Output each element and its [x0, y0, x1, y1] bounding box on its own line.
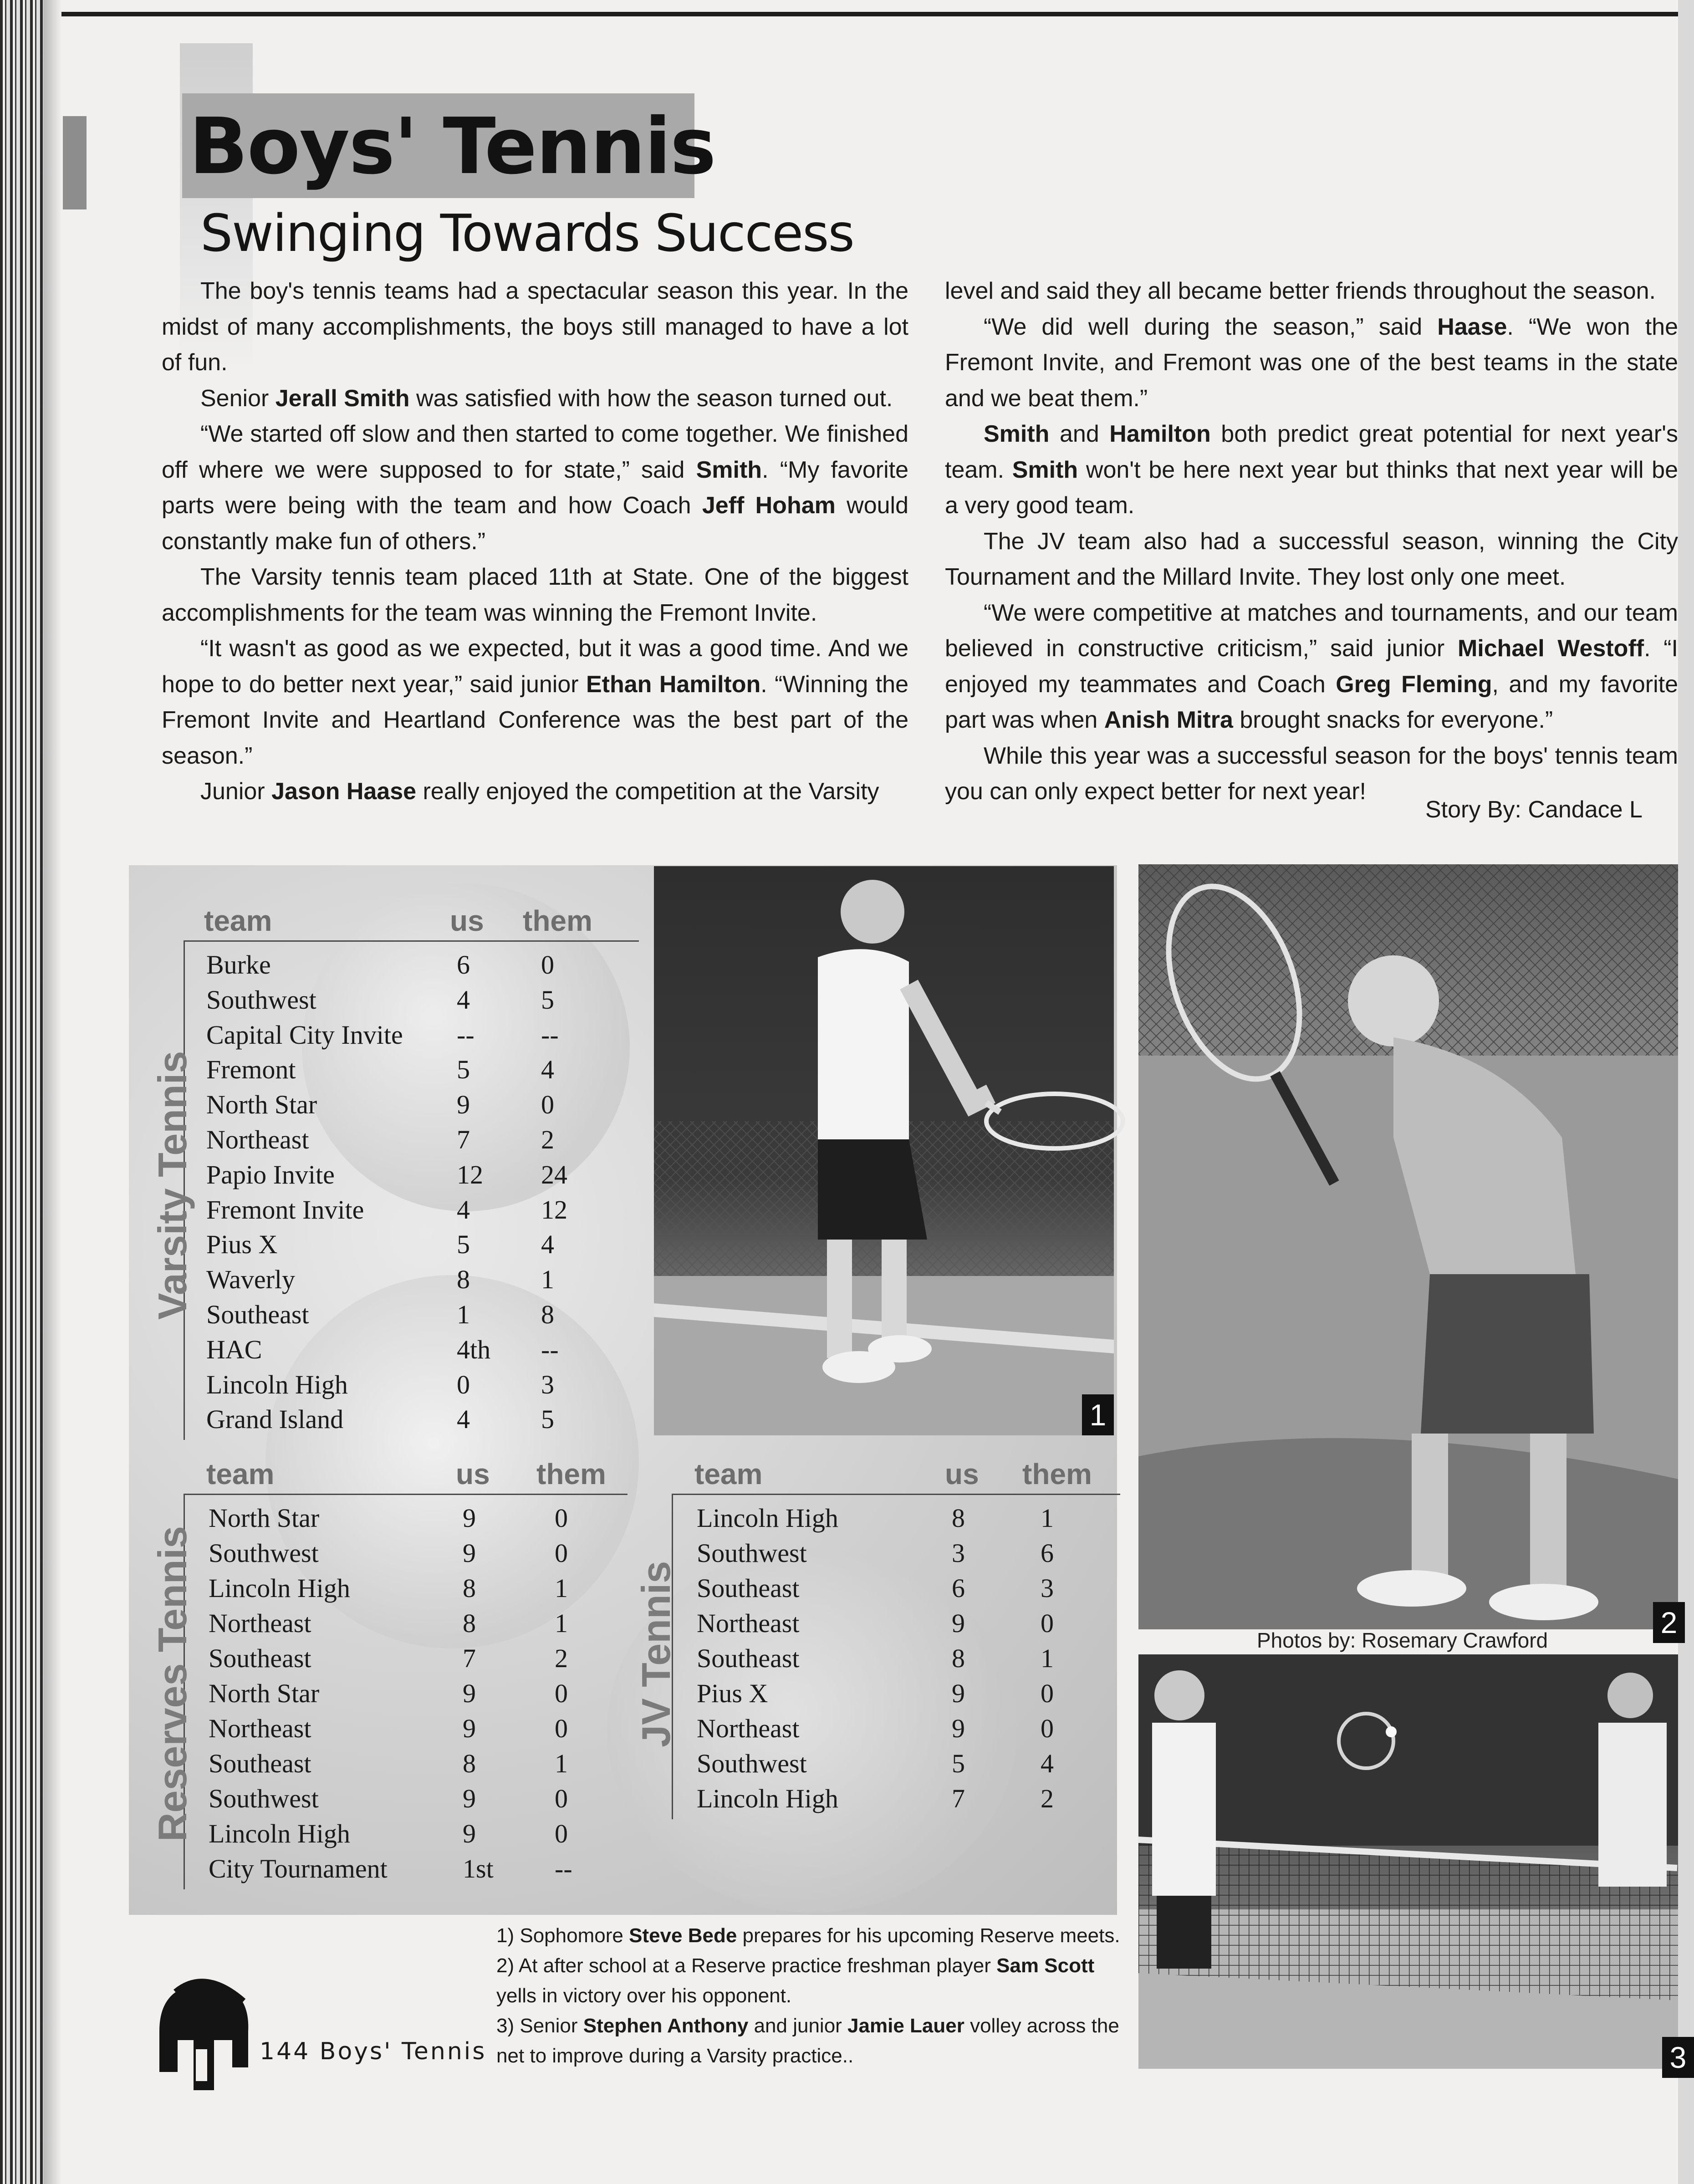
- them-score-cell: 0: [1041, 1679, 1054, 1708]
- team-cell: Pius X: [206, 1230, 278, 1260]
- text-run: Junior: [200, 778, 272, 805]
- players-volley-illustration: [1138, 1654, 1678, 2069]
- table-row: [129, 1500, 630, 1536]
- story-paragraph: [162, 416, 908, 559]
- them-score-cell: 0: [555, 1714, 568, 1743]
- text-run: The boy's tennis teams had a spectacular season this year. In the midst of many accomplishments, the boys still managed to have a lot of fun.: [162, 278, 908, 376]
- story-paragraph: [945, 273, 1678, 309]
- name-highlight: Haase: [1437, 313, 1507, 340]
- name-highlight: Ethan Hamilton: [586, 671, 761, 698]
- team-cell: Southwest: [209, 1784, 319, 1813]
- column-header-team: team: [204, 904, 272, 937]
- text-run: brought snacks for everyone.”: [1233, 707, 1553, 733]
- name-highlight: Jerall Smith: [275, 385, 410, 412]
- them-score-cell: 4: [1041, 1749, 1054, 1778]
- them-score-cell: 0: [541, 1090, 554, 1120]
- table-row: [129, 1711, 630, 1746]
- us-score-cell: 9: [463, 1679, 476, 1708]
- table-row: [129, 1332, 643, 1367]
- table-row: [129, 1087, 643, 1122]
- us-score-cell: 9: [463, 1503, 476, 1533]
- us-score-cell: 9: [952, 1714, 965, 1743]
- us-score-cell: 5: [457, 1055, 470, 1085]
- photo-credit: Photos by: Rosemary Crawford: [1257, 1628, 1548, 1652]
- table-row: [129, 982, 643, 1017]
- story-paragraph: [945, 416, 1678, 524]
- team-cell: HAC: [206, 1334, 262, 1364]
- photo-sam-scott: [1138, 864, 1678, 1639]
- them-score-cell: 0: [555, 1784, 568, 1813]
- table-row: [615, 1571, 1116, 1606]
- them-score-cell: 3: [1041, 1573, 1054, 1603]
- us-score-cell: 8: [457, 1265, 470, 1295]
- them-score-cell: --: [541, 1334, 559, 1364]
- column-header-them: them: [523, 904, 592, 937]
- photo-number-badge: 1: [1082, 1394, 1114, 1435]
- photo-caption: [496, 2011, 1120, 2071]
- team-cell: Northeast: [206, 1125, 309, 1154]
- text-run: was satisfied with how the season turned out.: [409, 385, 893, 412]
- story-paragraph: [945, 595, 1678, 738]
- them-score-cell: 5: [541, 1404, 554, 1434]
- text-run: “We started off slow and then started to come together. We finished off where we were supposed to for state,” said: [162, 421, 908, 483]
- page-folio: 144 Boys' Tennis: [260, 2038, 487, 2065]
- table-row: [129, 1157, 643, 1192]
- them-score-cell: 1: [555, 1749, 568, 1778]
- them-score-cell: 6: [1041, 1538, 1054, 1568]
- name-highlight: Stephen Anthony: [583, 2015, 749, 2037]
- photo-captions: [496, 1921, 1120, 2071]
- team-cell: Capital City Invite: [206, 1020, 403, 1050]
- table-row: [129, 1676, 630, 1711]
- them-score-cell: 0: [555, 1538, 568, 1568]
- us-score-cell: 8: [463, 1608, 476, 1638]
- them-score-cell: 1: [555, 1608, 568, 1638]
- them-score-cell: 2: [541, 1125, 554, 1154]
- text-run: won't be here next year but thinks that next year will be a very good team.: [945, 456, 1678, 519]
- story-paragraph: [162, 381, 908, 417]
- text-run: . “I enjoyed my teammates and Coach: [945, 635, 1678, 698]
- table-row: [129, 1227, 643, 1262]
- name-highlight: Greg Fleming: [1336, 671, 1492, 698]
- name-highlight: Sam Scott: [996, 1954, 1095, 1977]
- us-score-cell: 4: [457, 1194, 470, 1225]
- name-highlight: Smith: [696, 456, 762, 483]
- table-row: [129, 1297, 643, 1332]
- team-cell: Fremont: [206, 1055, 296, 1085]
- column-header-them: them: [1022, 1458, 1092, 1490]
- table-row: [615, 1500, 1116, 1536]
- text-run: volley across the net to improve during a Varsity practice..: [496, 2015, 1119, 2067]
- team-cell: Lincoln High: [209, 1573, 350, 1603]
- column-header-them: them: [536, 1458, 606, 1490]
- us-score-cell: 9: [463, 1714, 476, 1743]
- them-score-cell: 4: [541, 1230, 554, 1260]
- name-highlight: Jamie Lauer: [847, 2015, 964, 2037]
- spartan-helmet-icon: [150, 1976, 255, 2095]
- varsity-results-table: [129, 904, 643, 1450]
- team-cell: Southwest: [206, 985, 316, 1015]
- us-score-cell: 6: [952, 1573, 965, 1603]
- photo-steve-bede: [654, 866, 1114, 1435]
- story-paragraph: [162, 559, 908, 631]
- us-score-cell: 9: [463, 1538, 476, 1568]
- story-paragraph: [162, 631, 908, 774]
- them-score-cell: 0: [555, 1503, 568, 1533]
- them-score-cell: 12: [541, 1194, 567, 1225]
- table-section-label: Varsity Tennis: [150, 1051, 195, 1320]
- team-cell: Lincoln High: [697, 1784, 838, 1813]
- name-highlight: Michael Westoff: [1457, 635, 1644, 662]
- photo-caption: [496, 1951, 1120, 2011]
- team-cell: Southeast: [697, 1573, 800, 1603]
- header-rule: [672, 1494, 1120, 1495]
- us-score-cell: 9: [463, 1819, 476, 1848]
- story-paragraph: [945, 309, 1678, 417]
- us-score-cell: 9: [952, 1608, 965, 1638]
- them-score-cell: 5: [541, 985, 554, 1015]
- table-section-label: JV Tennis: [633, 1561, 679, 1747]
- team-cell: Papio Invite: [206, 1159, 335, 1189]
- table-row: [129, 1262, 643, 1297]
- us-score-cell: 3: [952, 1538, 965, 1568]
- us-score-cell: 8: [952, 1503, 965, 1533]
- team-cell: Lincoln High: [206, 1369, 348, 1399]
- team-cell: Burke: [206, 950, 271, 980]
- table-row: [129, 1571, 630, 1606]
- story-paragraph: [945, 524, 1678, 595]
- team-cell: North Star: [209, 1503, 320, 1533]
- us-score-cell: 4th: [457, 1334, 491, 1364]
- team-cell: Southwest: [697, 1538, 807, 1568]
- us-score-cell: 9: [463, 1784, 476, 1813]
- team-cell: Fremont Invite: [206, 1194, 364, 1225]
- header-rule: [184, 1494, 628, 1495]
- text-run: . “Winning the Fremont Invite and Heartland Conference was the best part of the season.”: [162, 671, 908, 769]
- text-run: really enjoyed the competition at the Varsity: [416, 778, 879, 805]
- them-score-cell: 1: [1041, 1643, 1054, 1673]
- name-highlight: Jason Haase: [271, 778, 417, 805]
- text-run: yells in victory over his opponent.: [496, 1985, 792, 2007]
- player-forehand-illustration: [654, 866, 1114, 1435]
- name-highlight: Anish Mitra: [1104, 707, 1233, 733]
- us-score-cell: 7: [457, 1125, 470, 1154]
- text-run: . “My favorite parts were being with the team and how Coach: [162, 456, 909, 519]
- table-row: [129, 1851, 630, 1886]
- table-row: [615, 1746, 1116, 1781]
- table-row: [129, 1052, 643, 1087]
- text-run: “We did well during the season,” said: [984, 313, 1438, 340]
- text-run: both predict great potential for next year's team.: [945, 421, 1678, 483]
- us-score-cell: 5: [952, 1749, 965, 1778]
- them-score-cell: --: [555, 1854, 572, 1883]
- text-run: , and my favorite part was when: [945, 671, 1679, 733]
- column-header-team: team: [694, 1458, 763, 1490]
- them-score-cell: 0: [555, 1679, 568, 1708]
- them-score-cell: 3: [541, 1369, 554, 1399]
- text-run: and junior: [748, 2015, 848, 2037]
- name-highlight: Hamilton: [1109, 421, 1211, 447]
- text-run: The JV team also had a successful season, winning the City Tournament and the Millard Invite. They lost only one meet.: [945, 528, 1678, 590]
- us-score-cell: 9: [457, 1090, 470, 1120]
- them-score-cell: --: [541, 1020, 559, 1050]
- us-score-cell: 7: [463, 1643, 476, 1673]
- us-score-cell: 4: [457, 1404, 470, 1434]
- page-subtitle: Swinging Towards Success: [200, 204, 854, 263]
- us-score-cell: 12: [457, 1159, 483, 1189]
- table-row: [129, 1641, 630, 1676]
- table-row: [129, 1746, 630, 1781]
- us-score-cell: 1: [457, 1300, 470, 1329]
- text-run: 1) Sophomore: [496, 1924, 629, 1947]
- photo-caption: [496, 1921, 1120, 1951]
- table-row: [129, 1122, 643, 1157]
- team-cell: Pius X: [697, 1679, 768, 1708]
- table-row: [129, 1367, 643, 1402]
- table-row: [615, 1781, 1116, 1816]
- team-cell: City Tournament: [209, 1854, 388, 1883]
- team-cell: Southeast: [209, 1749, 311, 1778]
- reserves-results-table: [129, 1457, 630, 1906]
- name-highlight: Jeff Hoham: [702, 492, 836, 519]
- player-celebrating-illustration: [1138, 864, 1678, 1629]
- them-score-cell: 8: [541, 1300, 554, 1329]
- story-paragraph: [162, 273, 908, 381]
- table-row: [129, 1402, 643, 1437]
- team-cell: Southwest: [209, 1538, 319, 1568]
- them-score-cell: 0: [1041, 1714, 1054, 1743]
- section-marker: [63, 116, 87, 209]
- text-run: “It wasn't as good as we expected, but it was a good time. And we hope to do better next year,” said junior: [162, 635, 908, 698]
- text-run: The Varsity tennis team placed 11th at State. One of the biggest accomplishments for the team was winning the Fremont Invite.: [162, 564, 908, 626]
- column-header-team: team: [206, 1458, 275, 1490]
- photo-number-badge: 3: [1662, 2037, 1694, 2078]
- team-cell: Southwest: [697, 1749, 807, 1778]
- us-score-cell: 4: [457, 985, 470, 1015]
- book-spine: [0, 0, 43, 2184]
- team-cell: Lincoln High: [209, 1819, 350, 1848]
- text-run: “We were competitive at matches and tournaments, and our team believed in constructive criticism,” said junior: [945, 599, 1678, 662]
- them-score-cell: 2: [555, 1643, 568, 1673]
- table-row: [129, 1536, 630, 1571]
- table-row: [129, 1017, 643, 1052]
- table-row: [615, 1606, 1116, 1641]
- them-score-cell: 1: [555, 1573, 568, 1603]
- text-run: level and said they all became better friends throughout the season.: [945, 278, 1656, 304]
- team-cell: Waverly: [206, 1265, 296, 1295]
- name-highlight: Smith: [1012, 456, 1078, 483]
- column-header-us: us: [450, 904, 484, 937]
- table-row: [129, 1192, 643, 1227]
- team-cell: Northeast: [697, 1608, 800, 1638]
- them-score-cell: 2: [1041, 1784, 1054, 1813]
- team-cell: Lincoln High: [697, 1503, 838, 1533]
- team-cell: Grand Island: [206, 1404, 344, 1434]
- photo-number-badge: 2: [1653, 1602, 1685, 1643]
- us-score-cell: 8: [463, 1573, 476, 1603]
- page-title: Boys' Tennis: [189, 102, 715, 192]
- them-score-cell: 0: [541, 950, 554, 980]
- us-score-cell: 8: [952, 1643, 965, 1673]
- us-score-cell: 9: [952, 1679, 965, 1708]
- photo-anthony-lauer: [1138, 1654, 1687, 2074]
- them-score-cell: 24: [541, 1159, 567, 1189]
- header-rule: [184, 940, 639, 942]
- table-row: [129, 1816, 630, 1851]
- us-score-cell: 5: [457, 1230, 470, 1260]
- text-run: prepares for his upcoming Reserve meets.: [737, 1924, 1120, 1947]
- us-score-cell: 1st: [463, 1854, 494, 1883]
- table-row: [615, 1676, 1116, 1711]
- them-score-cell: 0: [555, 1819, 568, 1848]
- name-highlight: Steve Bede: [629, 1924, 737, 1947]
- story-column-left: [162, 273, 908, 810]
- us-score-cell: 7: [952, 1784, 965, 1813]
- them-score-cell: 0: [1041, 1608, 1054, 1638]
- text-run: Senior: [200, 385, 276, 412]
- text-run: . “We won the Fremont Invite, and Fremont was one of the best teams in the state and we beat them.”: [945, 313, 1678, 412]
- table-row: [129, 947, 643, 982]
- them-score-cell: 1: [541, 1265, 554, 1295]
- text-run: and: [1049, 421, 1110, 447]
- team-cell: Northeast: [209, 1608, 311, 1638]
- us-score-cell: 8: [463, 1749, 476, 1778]
- column-header-us: us: [456, 1458, 490, 1490]
- them-score-cell: 4: [541, 1055, 554, 1085]
- team-cell: Southeast: [206, 1300, 309, 1329]
- column-header-us: us: [945, 1458, 979, 1490]
- text-run: While this year was a successful season for the boys' tennis team you can only expect better for next year!: [945, 742, 1678, 805]
- us-score-cell: --: [457, 1020, 475, 1050]
- team-cell: North Star: [209, 1679, 320, 1708]
- us-score-cell: 0: [457, 1369, 470, 1399]
- name-highlight: Smith: [984, 421, 1050, 447]
- team-cell: Southeast: [697, 1643, 800, 1673]
- team-cell: North Star: [206, 1090, 317, 1120]
- table-row: [129, 1781, 630, 1816]
- us-score-cell: 6: [457, 950, 470, 980]
- story-byline: Story By: Candace L: [1425, 796, 1643, 823]
- top-rule: [27, 12, 1678, 16]
- table-row: [615, 1536, 1116, 1571]
- story-column-right: [945, 273, 1678, 829]
- team-cell: Northeast: [697, 1714, 800, 1743]
- story-paragraph: [162, 774, 908, 810]
- team-cell: Southeast: [209, 1643, 311, 1673]
- team-cell: Northeast: [209, 1714, 311, 1743]
- table-row: [129, 1606, 630, 1641]
- text-run: would constantly make fun of others.”: [162, 492, 909, 555]
- table-section-label: Reserves Tennis: [150, 1526, 195, 1842]
- table-row: [615, 1711, 1116, 1746]
- text-run: 2) At after school at a Reserve practice freshman player: [496, 1954, 997, 1977]
- table-row: [615, 1641, 1116, 1676]
- them-score-cell: 1: [1041, 1503, 1054, 1533]
- text-run: 3) Senior: [496, 2015, 583, 2037]
- jv-results-table: [615, 1457, 1116, 1906]
- spine-shadow: [43, 0, 61, 2184]
